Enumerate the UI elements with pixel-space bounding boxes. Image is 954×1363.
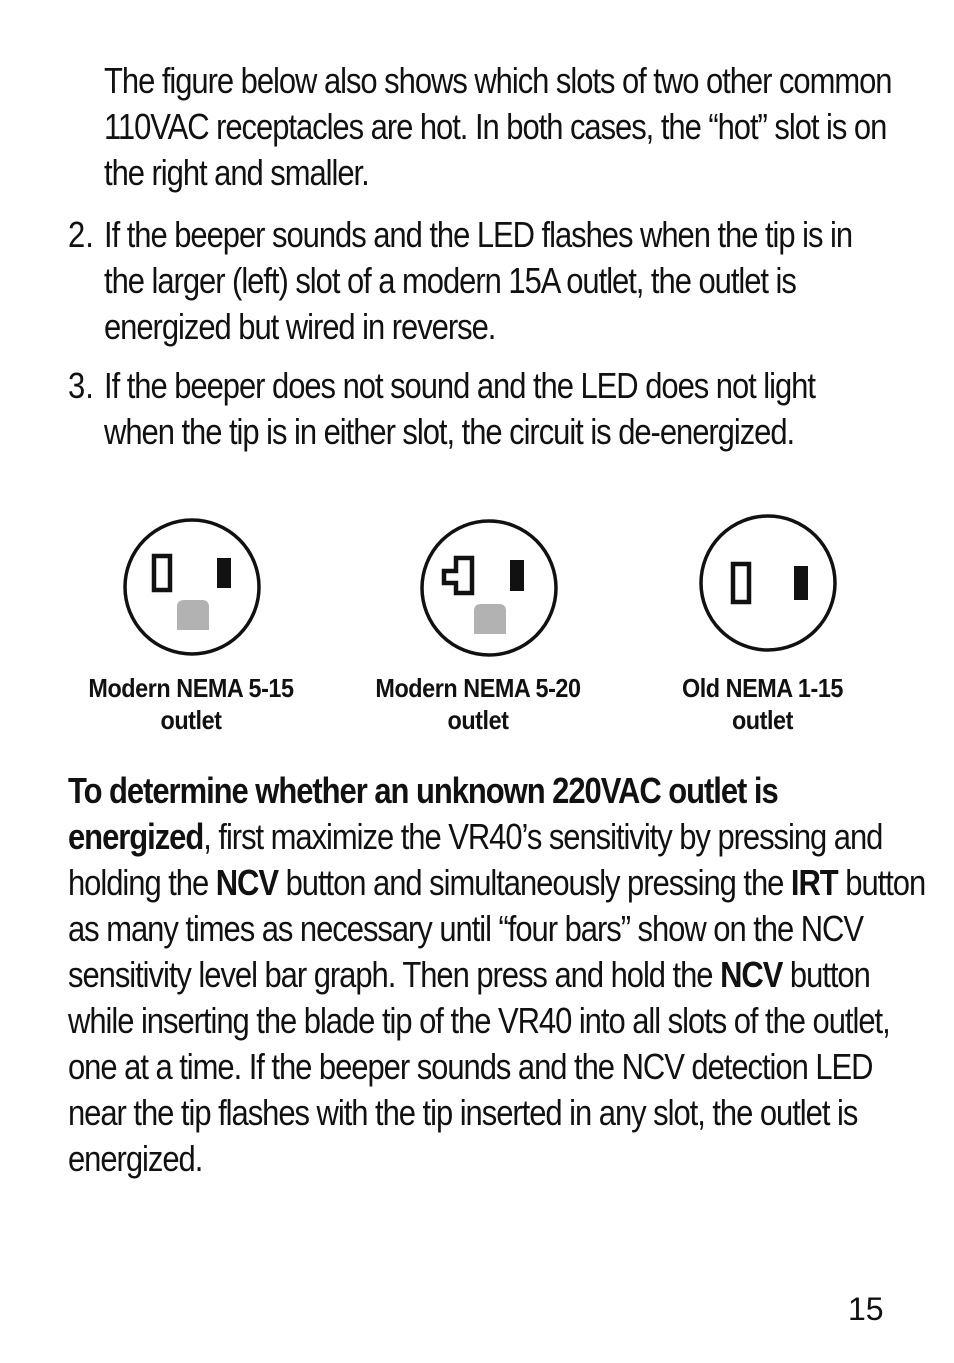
outlet-figure [0,505,954,745]
intro-paragraph: The figure below also shows which slots of two other common 110VAC receptacles are hot. In both cases, the “hot” slot is on the right and smaller. [104,60,892,193]
outlet-caption: Modern NEMA 5-15 outlet [88,673,294,735]
ncv-button-ref: NCV [215,862,279,903]
list-number: 2. [68,214,94,255]
nema-5-15-outlet-icon [121,516,263,658]
outlet-caption: Modern NEMA 5-20 outlet [375,673,581,735]
nema-5-20-outlet-icon [418,517,560,659]
page-number: 15 [848,1291,884,1327]
irt-button-ref: IRT [790,862,838,903]
outlet-caption: Old NEMA 1-15 outlet [681,673,843,735]
list-number: 3. [68,365,94,406]
heading-bold: To determine whether an unknown 220VAC outlet is energized [68,770,778,857]
list-text: If the beeper does not sound and the LED does not light when the tip is in either slot, the circuit is de-energized. [104,365,815,452]
ncv-button-ref: NCV [720,954,783,995]
main-paragraph: To determine whether an unknown 220VAC outlet is energized, first maximize the VR40’s sensitivity by pressing and holding the NCV button and simultaneously pressing the IRT button as many times as necessary until “four bars” show on the NCV sensitivity level bar graph. Then press and hold the NCV button while inserting the blade tip of the VR40 into all slots of the outlet, one at a time. If the beeper sounds and the NCV detection LED near the tip flashes with the tip inserted in any slot, the outlet is energized. [68,770,926,1179]
nema-1-15-outlet-icon [697,512,839,654]
list-text: If the beeper sounds and the LED flashes when the tip is in the larger (left) slot of a modern 15A outlet, the outlet is energized but wired in reverse. [104,214,853,347]
